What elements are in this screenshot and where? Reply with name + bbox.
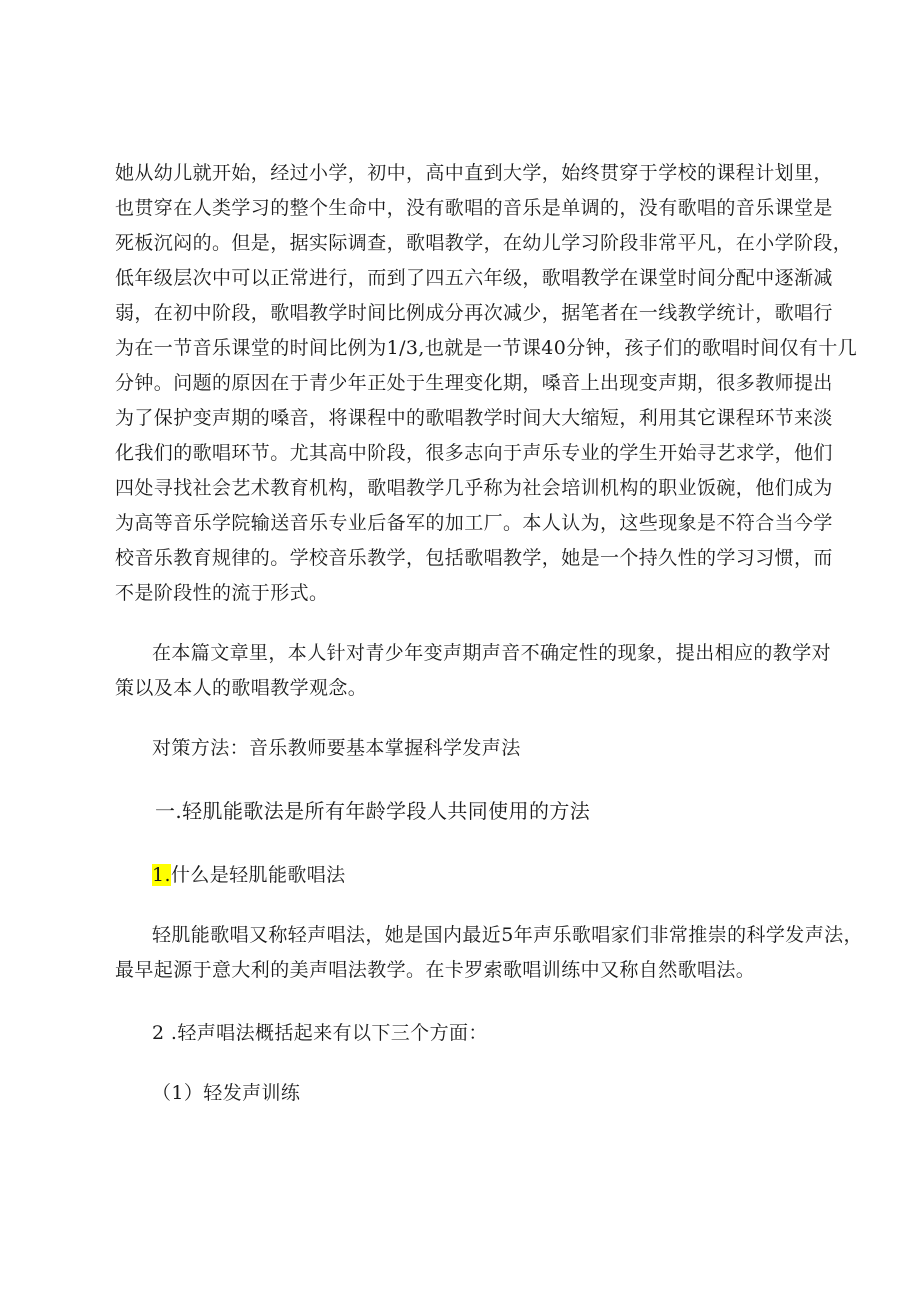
body-text-line: 轻肌能歌唱又称轻声唱法，她是国内最近5年声乐歌唱家们非常推崇的科学发声法， [152,924,863,946]
section-heading: 一.轻肌能歌法是所有年龄学段人共同使用的方法 [155,799,591,823]
body-text-line: 四处寻找社会艺术教育机构，歌唱教学几乎称为社会培训机构的职业饭碗，他们成为 [115,477,833,499]
list-item: （1）轻发声训练 [152,1082,301,1104]
body-text-line: 死板沉闷的。但是，据实际调查，歌唱教学，在幼儿学习阶段非常平凡，在小学阶段， [115,232,853,254]
strategy-text: 对策方法：音乐教师要基本掌握科学发声法 [152,737,521,759]
body-text-line: 为了保护变声期的嗓音，将课程中的歌唱教学时间大大缩短，利用其它课程环节来淡 [115,407,833,429]
subheading [152,860,346,887]
body-text-line: 校音乐教育规律的。学校音乐教学，包括歌唱教学，她是一个持久性的学习习惯，而 [115,547,833,569]
body-text-line: 她从幼儿就开始，经过小学，初中，高中直到大学，始终贯穿于学校的课程计划里， [115,162,833,184]
body-text-line: 弱，在初中阶段，歌唱教学时间比例成分再次减少，据笔者在一线教学统计，歌唱行 [115,302,833,324]
body-text-line: 为在一节音乐课堂的时间比例为1/3,也就是一节课40分钟，孩子们的歌唱时间仅有十几 [115,337,858,359]
body-text-line: 为高等音乐学院输送音乐专业后备军的加工厂。本人认为，这些现象是不符合当今学 [115,512,833,534]
highlighted-number: 1. [152,864,171,886]
body-text-line: 分钟。问题的原因在于青少年正处于生理变化期，嗓音上出现变声期，很多教师提出 [115,372,833,394]
body-text-line: 最早起源于意大利的美声唱法教学。在卡罗索歌唱训练中又称自然歌唱法。 [115,959,756,981]
subheading-text: 什么是轻肌能歌唱法 [170,864,346,886]
body-text-line: 化我们的歌唱环节。尤其高中阶段，很多志向于声乐专业的学生开始寻艺求学，他们 [115,442,833,464]
body-text-line: 也贯穿在人类学习的整个生命中，没有歌唱的音乐是单调的，没有歌唱的音乐课堂是 [115,197,833,219]
body-text-line: 策以及本人的歌唱教学观念。 [115,677,368,699]
body-text-line: 在本篇文章里，本人针对青少年变声期声音不确定性的现象，提出相应的教学对 [152,642,832,664]
body-text-line: 不是阶段性的流于形式。 [115,582,329,604]
body-text-line: 低年级层次中可以正常进行，而到了四五六年级，歌唱教学在课堂时间分配中逐渐减 [115,267,833,289]
subheading: 2 .轻声唱法概括起来有以下三个方面： [152,1022,488,1044]
